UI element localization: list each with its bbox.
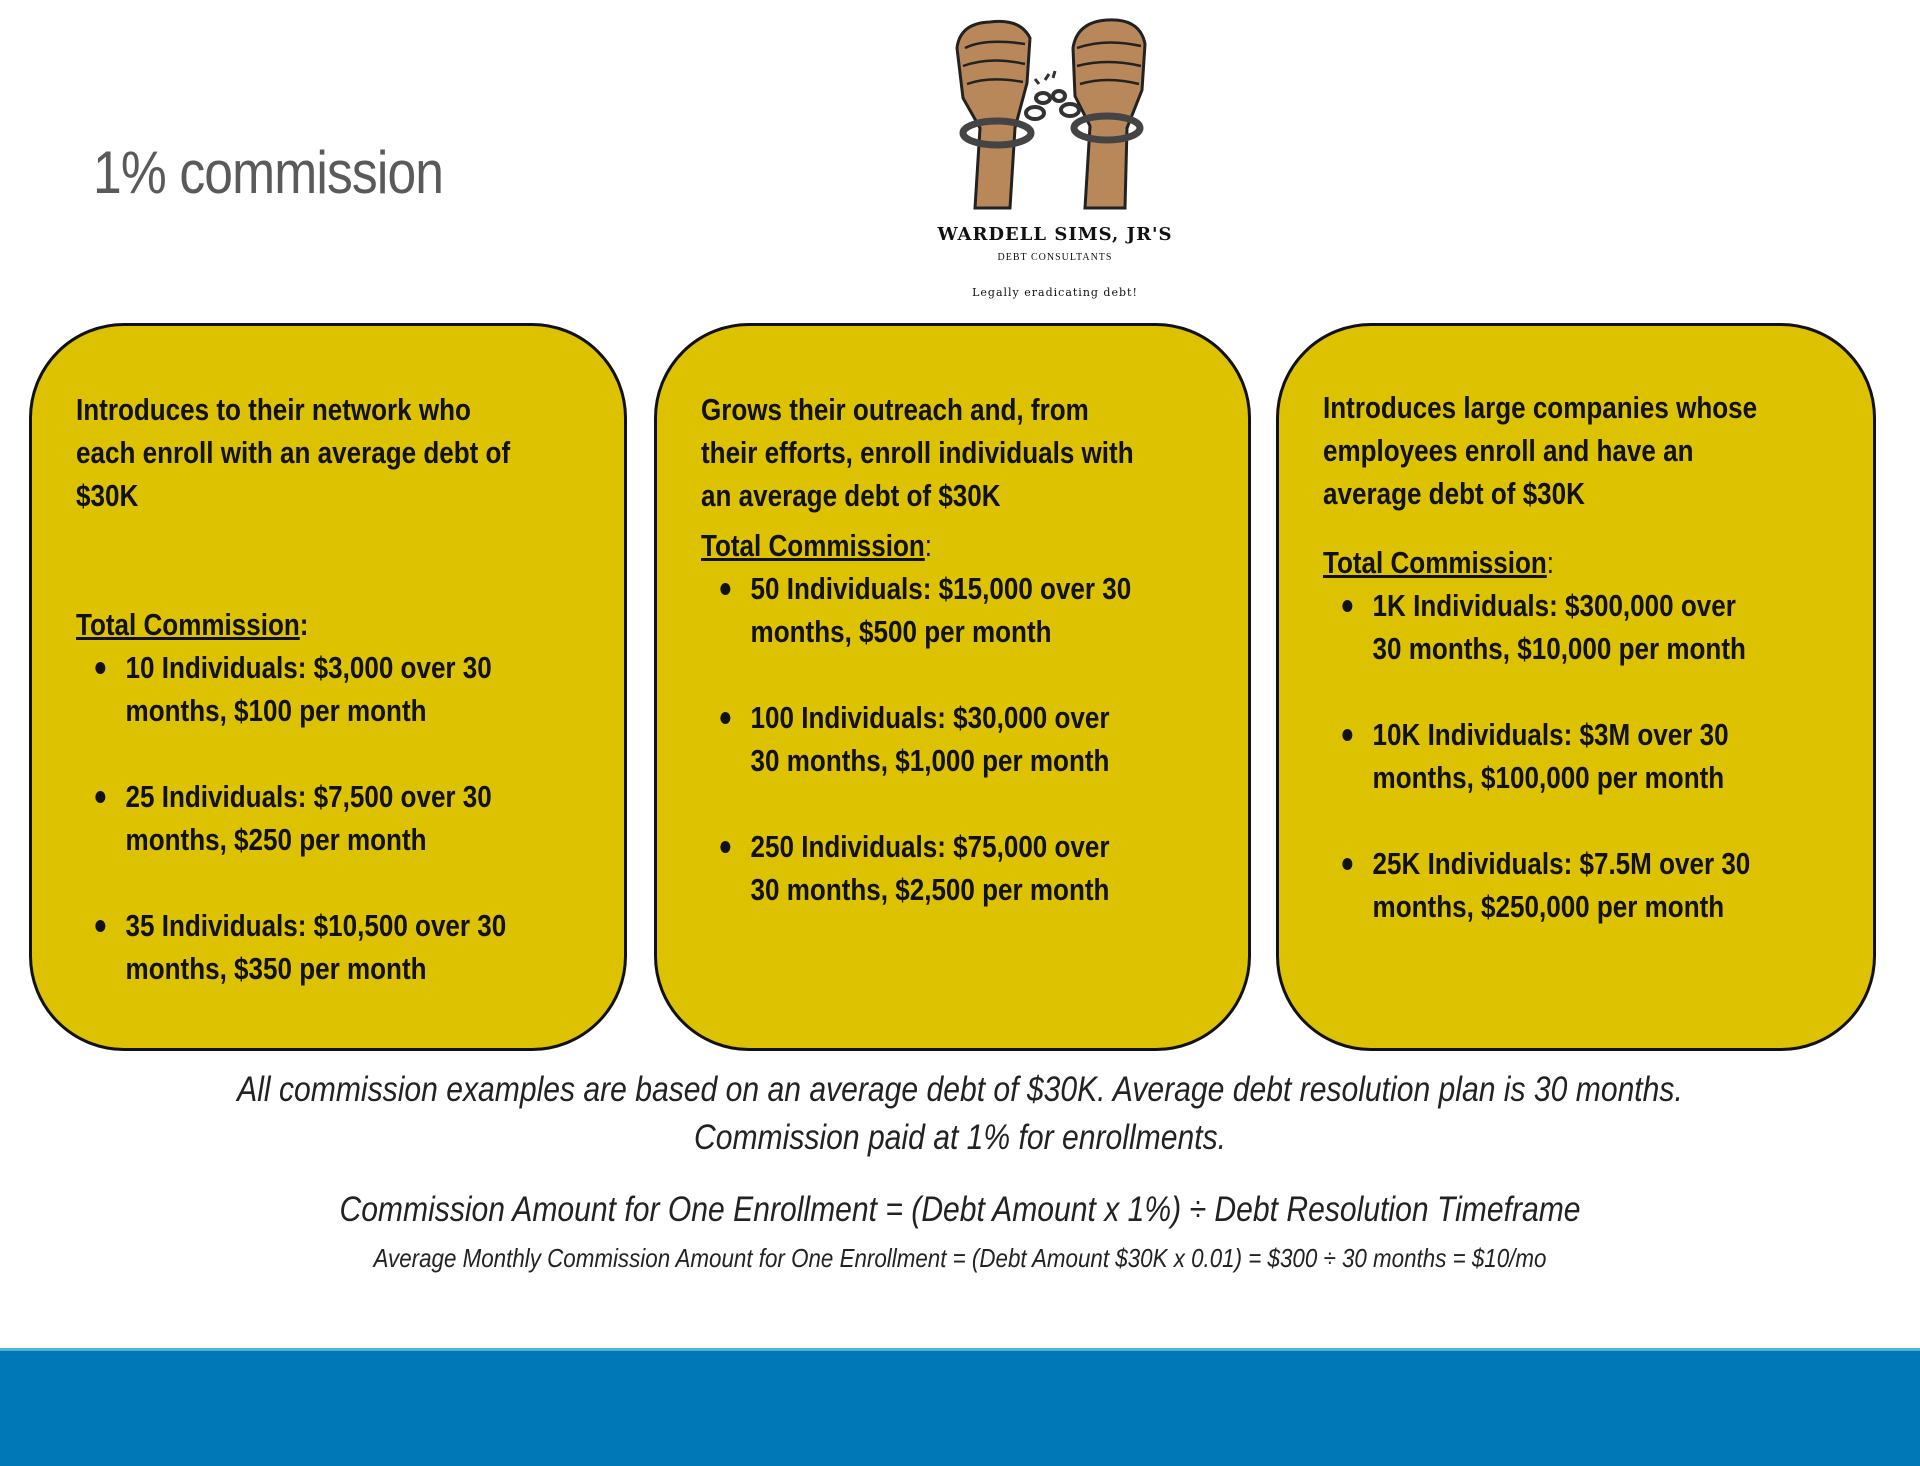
bullet-icon <box>1342 858 1352 870</box>
note-line-2: Commission paid at 1% for enrollments. <box>694 1118 1226 1157</box>
list-item <box>1323 584 1760 670</box>
list-item-text: 100 Individuals: $30,000 over 30 months, $1,000 per month <box>750 700 1110 778</box>
list-item-text: 25K Individuals: $7.5M over 30 months, $250,000 per month <box>1372 846 1751 924</box>
slide-title: 1% commission <box>93 139 444 206</box>
commission-formula-example: Average Monthly Commission Amount for One Enrollment = (Debt Amount $30K x 0.01) = $300 ÷ 30 months = $10/mo <box>373 1243 1547 1273</box>
commission-card-companies <box>1276 323 1876 1051</box>
note-line-1: All commission examples are based on an average debt of $30K. Average debt resolution plan is 30 months. <box>237 1070 1683 1109</box>
commission-list <box>1323 584 1760 928</box>
commission-list <box>701 567 1138 911</box>
card-heading <box>1323 541 1760 584</box>
card-heading-colon: : <box>924 528 933 563</box>
footer-bar <box>0 1351 1920 1466</box>
list-item <box>1323 842 1760 928</box>
card-intro: Grows their outreach and, from their efforts, enroll individuals with an average debt of $30K <box>701 392 1134 513</box>
list-item <box>76 775 513 861</box>
list-item <box>1323 713 1760 799</box>
card-heading-label: Total Commission <box>1323 545 1547 580</box>
company-logo <box>935 8 1175 298</box>
list-item-text: 250 Individuals: $75,000 over 30 months, $2,500 per month <box>750 829 1110 907</box>
broken-chains-fists-icon <box>935 8 1175 218</box>
bullet-icon <box>95 662 105 674</box>
bullet-icon <box>95 920 105 932</box>
commission-card-network <box>29 323 627 1051</box>
list-item-text: 25 Individuals: $7,500 over 30 months, $250 per month <box>125 779 492 857</box>
bullet-icon <box>720 712 730 724</box>
list-item <box>701 825 1138 911</box>
card-heading-colon: : <box>1546 545 1555 580</box>
commission-list <box>76 646 513 990</box>
commission-card-outreach <box>654 323 1251 1051</box>
bullet-icon <box>720 583 730 595</box>
list-item-text: 35 Individuals: $10,500 over 30 months, $350 per month <box>125 908 507 986</box>
list-item-text: 50 Individuals: $15,000 over 30 months, $500 per month <box>750 571 1132 649</box>
card-heading <box>76 603 513 646</box>
card-heading <box>701 524 1138 567</box>
bullet-icon <box>720 841 730 853</box>
list-item <box>701 567 1138 653</box>
list-item <box>76 646 513 732</box>
card-intro: Introduces to their network who each enroll with an average debt of $30K <box>76 392 511 513</box>
card-heading-label: Total Commission <box>76 607 300 642</box>
commission-formula: Commission Amount for One Enrollment = (Debt Amount x 1%) ÷ Debt Resolution Timeframe <box>339 1190 1581 1229</box>
list-item <box>76 904 513 990</box>
card-heading-label: Total Commission <box>701 528 925 563</box>
logo-tagline: Legally eradicating debt! <box>972 286 1138 299</box>
bullet-icon <box>95 791 105 803</box>
list-item-text: 10K Individuals: $3M over 30 months, $100,000 per month <box>1372 717 1729 795</box>
bullet-icon <box>1342 600 1352 612</box>
logo-subtitle: DEBT CONSULTANTS <box>997 252 1113 263</box>
logo-company-name: WARDELL SIMS, JR'S <box>937 224 1173 245</box>
bullet-icon <box>1342 729 1352 741</box>
footnotes <box>0 1066 1920 1276</box>
card-heading-colon: : <box>299 607 309 642</box>
list-item <box>701 696 1138 782</box>
list-item-text: 10 Individuals: $3,000 over 30 months, $100 per month <box>125 650 492 728</box>
list-item-text: 1K Individuals: $300,000 over 30 months, $10,000 per month <box>1372 588 1746 666</box>
card-intro: Introduces large companies whose employees enroll and have an average debt of $30K <box>1323 390 1758 511</box>
